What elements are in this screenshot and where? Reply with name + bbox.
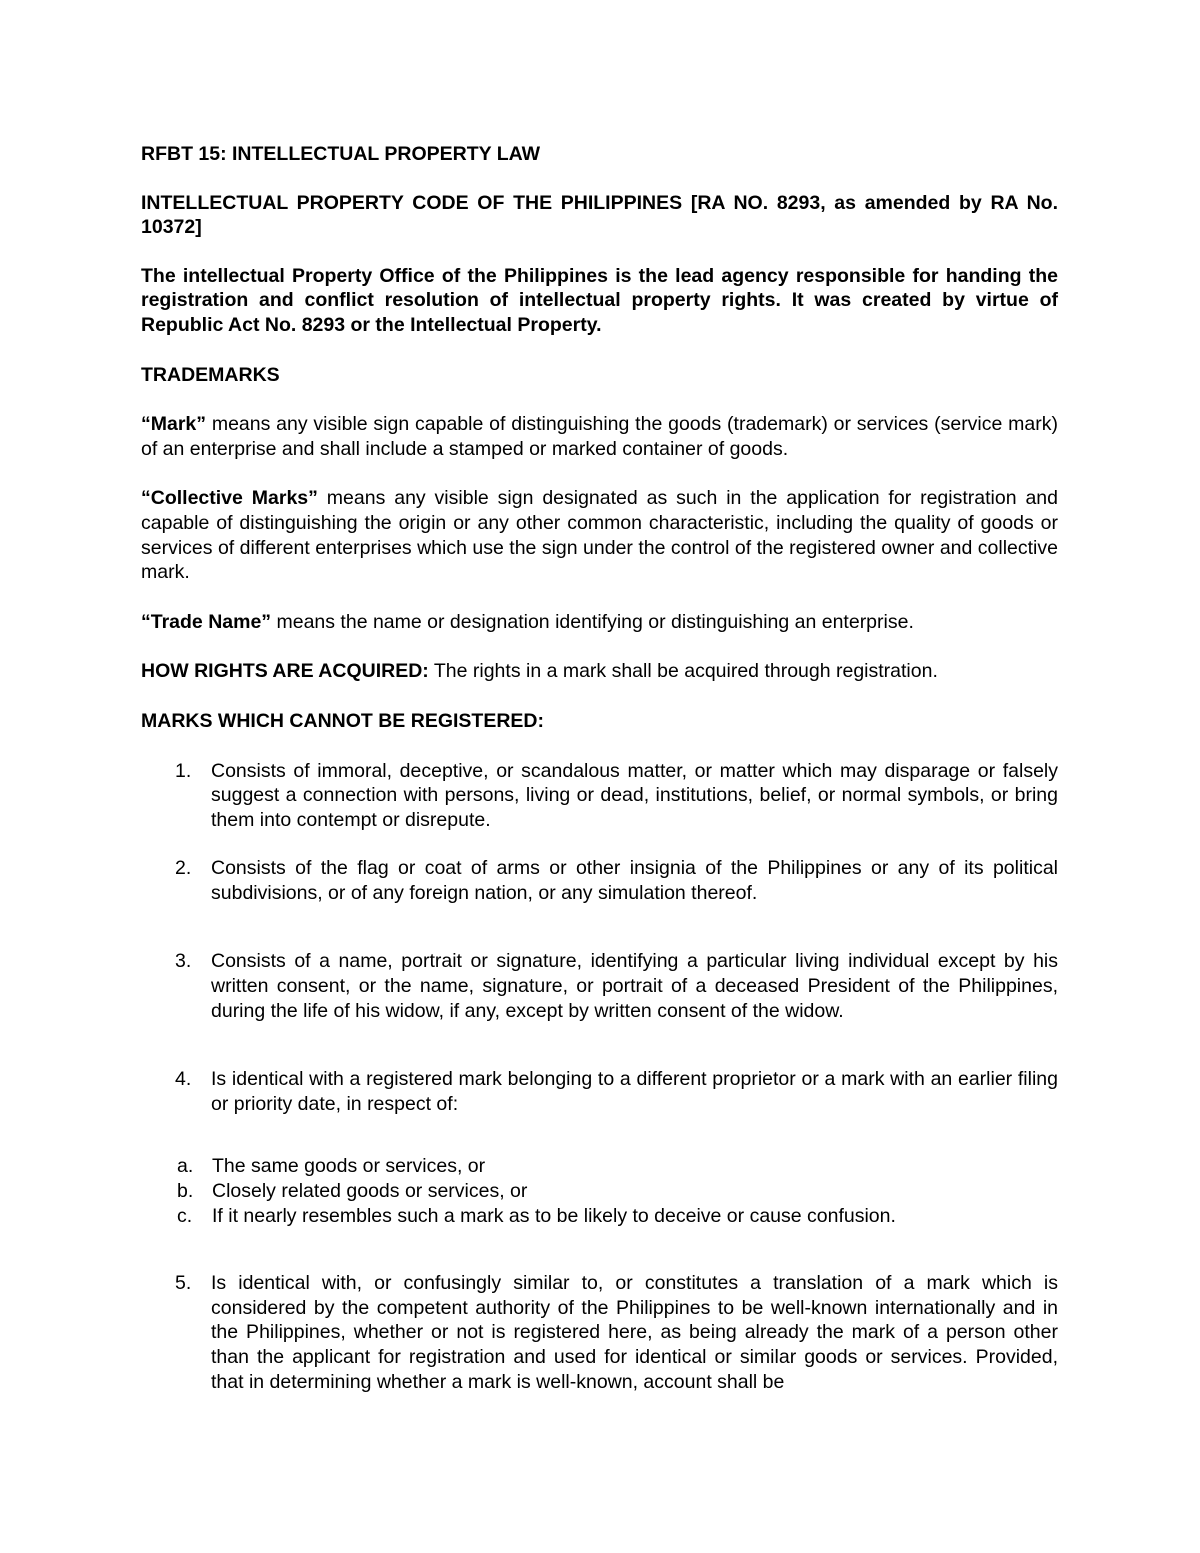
definition-mark (141, 412, 1058, 461)
sub-list-item (141, 1154, 1058, 1179)
definition-collective-marks (141, 486, 1058, 584)
list-item-number: 1. (175, 759, 192, 782)
sub-item-text: The same goods or services, or (212, 1155, 486, 1178)
sub-item-letter: a. (177, 1155, 194, 1178)
list-item-number: 5. (175, 1272, 192, 1295)
document-title: RFBT 15: INTELLECTUAL PROPERTY LAW (141, 143, 541, 165)
sub-item-letter: b. (177, 1180, 194, 1203)
sub-item-text: Closely related goods or services, or (212, 1180, 528, 1203)
rights-acquired-paragraph (141, 659, 1058, 684)
definition-trade-name (141, 610, 1058, 635)
list-item (141, 856, 1058, 905)
rights-text: The rights in a mark shall be acquired through registration. (428, 660, 938, 683)
list-item-number: 3. (175, 950, 192, 973)
list-item-number: 4. (175, 1068, 192, 1091)
rights-label: HOW RIGHTS ARE ACQUIRED: (141, 660, 429, 683)
definition-term: “Mark” (141, 413, 207, 436)
document-page (141, 142, 1058, 1394)
list-item (141, 949, 1058, 1023)
sub-list-item (141, 1179, 1058, 1204)
list-item-number: 2. (175, 857, 192, 880)
sub-item-letter: c. (177, 1204, 193, 1227)
definition-text: means any visible sign capable of distinguishing the goods (trademark) or services (service mark) of an enterprise and shall include a stamped or marked container of goods. (141, 413, 1058, 460)
list-item (141, 1067, 1058, 1228)
sub-list (141, 1154, 1058, 1228)
list-item (141, 1271, 1058, 1394)
definition-term: “Collective Marks” (141, 487, 318, 510)
definition-term: “Trade Name” (141, 610, 272, 633)
trademarks-heading: TRADEMARKS (141, 363, 280, 386)
cannot-register-heading: MARKS WHICH CANNOT BE REGISTERED: (141, 709, 544, 732)
list-item-text: Consists of the flag or coat of arms or other insignia of the Philippines or any of its political subdivisions, or of any foreign nation, or any simulation thereof. (211, 857, 1058, 904)
sub-list-item (141, 1204, 1058, 1229)
sub-item-text: If it nearly resembles such a mark as to be likely to deceive or cause confusion. (212, 1204, 896, 1227)
definition-text: means any visible sign designated as such in the application for registration and capable of distinguishing the origin or any other common characteristic, including the quality of goods or services of different enterprises which use the sign under the control of the registered owner and collective mark. (141, 487, 1058, 584)
definition-text: means the name or designation identifying or distinguishing an enterprise. (271, 610, 914, 633)
list-item-text: Is identical with a registered mark belonging to a different proprietor or a mark with an earlier filing or priority date, in respect of: (211, 1068, 1058, 1115)
intro-paragraph: The intellectual Property Office of the Philippines is the lead agency responsible for handing the registration and conflict resolution of intellectual property rights. It was created by virtue of Republic Act No. 8293 or the Intellectual Property. (141, 264, 1058, 336)
list-item-text: Consists of a name, portrait or signature, identifying a particular living individual except by his written consent, or the name, signature, or portrait of a deceased President of the Philippines, during the life of his widow, if any, except by written consent of the widow. (211, 950, 1058, 1022)
list-item-text: Consists of immoral, deceptive, or scandalous matter, or matter which may disparage or falsely suggest a connection with persons, living or dead, institutions, belief, or normal symbols, or bring them into contempt or disrepute. (211, 759, 1058, 831)
unregistrable-marks-list (141, 759, 1058, 1395)
list-item (141, 759, 1058, 833)
code-title: INTELLECTUAL PROPERTY CODE OF THE PHILIPPINES [RA NO. 8293, as amended by RA No. 10372] (141, 191, 1058, 239)
list-item-text: Is identical with, or confusingly similar to, or constitutes a translation of a mark which is considered by the competent authority of the Philippines to be well-known internationally and in the Philippines, whether or not is registered here, as being already the mark of a person other than the applicant for registration and used for identical or similar goods or services. Provided, that in determining whether a mark is well-known, account shall be (211, 1272, 1058, 1393)
